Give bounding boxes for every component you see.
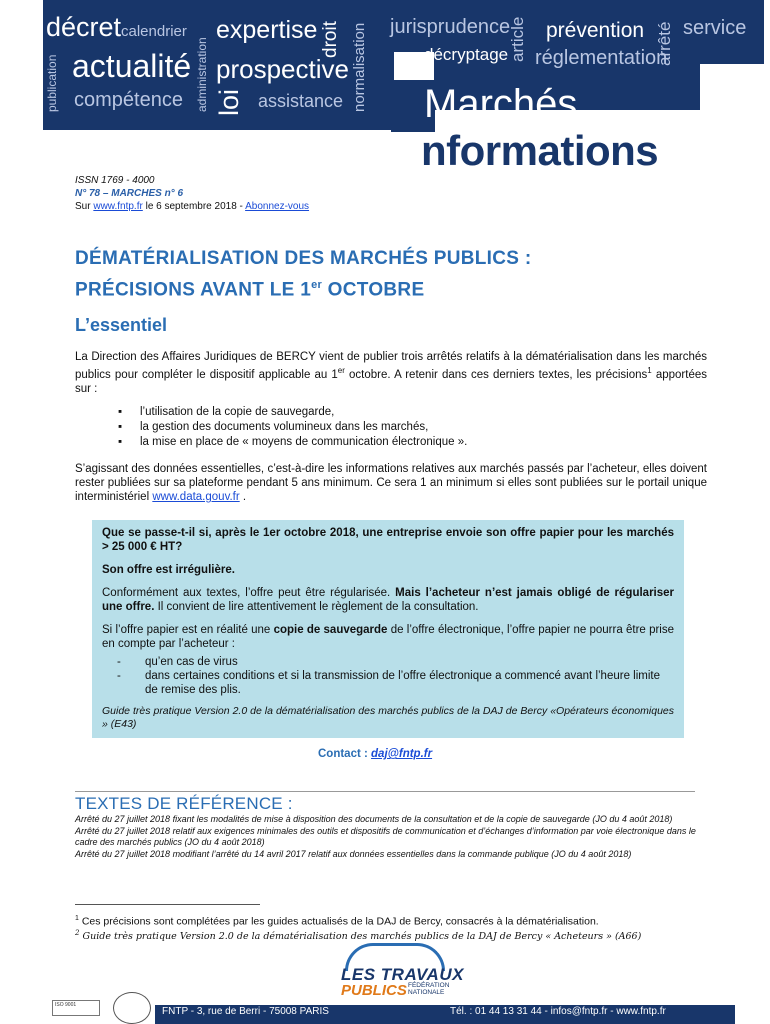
- brand-informations: nformations: [421, 127, 659, 174]
- contact-label: Contact :: [318, 748, 372, 760]
- regularisation-end: Il convient de lire attentivement le règlement de la consultation.: [154, 601, 479, 613]
- word-calendrier: calendrier: [121, 23, 187, 40]
- word-prospective: prospective: [216, 54, 349, 84]
- brand-marches: Marchés: [424, 82, 578, 126]
- donnees-end: .: [239, 491, 247, 503]
- list-item: [102, 655, 674, 669]
- references-list: [75, 814, 710, 860]
- faq-answer: Son offre est irrégulière.: [102, 564, 235, 576]
- footer-address: FNTP - 3, rue de Berri - 75008 PARIS: [162, 1006, 329, 1017]
- word-actualite: actualité: [72, 48, 192, 84]
- list-item-text: dans certaines conditions et si la transmission de l’offre électronique a commencé avant l’heure limite de remise des plis.: [145, 670, 660, 696]
- word-service: service: [683, 17, 747, 39]
- references-heading: TEXTES DE RÉFÉRENCE :: [75, 794, 293, 813]
- word-competence: compétence: [74, 89, 183, 111]
- section-heading-essentiel: L’essentiel: [75, 315, 168, 335]
- issn: ISSN 1769 - 4000: [75, 175, 155, 186]
- reference-item: Arrêté du 27 juillet 2018 modifiant l’arrêté du 14 avril 2017 relatif aux données essentielles dans la commande publique (JO du 4 août 2018): [75, 848, 632, 859]
- intro-paragraph: [75, 350, 707, 396]
- faq-paragraph-copie: [102, 623, 674, 651]
- word-prevention: prévention: [546, 19, 645, 42]
- word-jurisprudence: jurisprudence: [390, 16, 511, 38]
- footnote-text: Ces précisions sont complétées par les guides actualisés de la DAJ de Bercy, consacrés à la dématérialisation.: [78, 915, 599, 928]
- footnote-divider: [75, 904, 260, 905]
- fntp-site-link[interactable]: www.fntp.fr: [93, 201, 143, 212]
- title-line-2-text: PRÉCISIONS AVANT LE 1: [75, 279, 312, 301]
- fntp-logo-subtitle: [408, 982, 449, 996]
- list-item: ▪ la mise en place de « moyens de communication électronique ».: [120, 435, 467, 450]
- word-decret: décret: [46, 12, 122, 42]
- word-droit: droit: [320, 21, 341, 58]
- list-item-text: qu’en cas de virus: [145, 656, 238, 668]
- article-title: [75, 245, 531, 303]
- regularisation-text: Conformément aux textes, l’offre peut être régularisée.: [102, 587, 396, 599]
- faq-question: Que se passe-t-il si, après le 1er octobre 2018, une entreprise envoie son offre papier pour les marchés > 25 000 € HT?: [102, 527, 674, 553]
- subscribe-link[interactable]: Abonnez-vous: [245, 201, 310, 212]
- copie-text: Si l’offre papier est en réalité une: [102, 624, 274, 636]
- issue-number: N° 78 – MARCHES n° 6: [75, 188, 184, 199]
- word-expertise: expertise: [216, 16, 318, 44]
- issue-meta: [75, 174, 309, 213]
- donnees-text: S’agissant des données essentielles, c’est-à-dire les informations relatives aux marchés passés par l’acheteur, elles doivent rester publiées sur sa plateforme pendant 5 ans minimum. Ce sera 1 an minimum si elles sont publiées sur le portail unique interministériel: [75, 463, 707, 503]
- reference-divider: [75, 791, 695, 792]
- title-superscript: er: [311, 279, 323, 291]
- word-normalisation: normalisation: [351, 22, 368, 112]
- reference-item: Arrêté du 27 juillet 2018 relatif aux exigences minimales des outils et dispositifs de communication et d’échanges d’information par voie électronique dans le cadre des marchés publics (JO du 4 août 2018): [75, 825, 696, 847]
- contact-line: [318, 748, 432, 760]
- contact-email-link[interactable]: daj@fntp.fr: [371, 748, 433, 760]
- dash-marker: -: [117, 670, 121, 682]
- word-administration: administration: [195, 37, 209, 112]
- faq-paragraph-regularisation: [102, 586, 674, 614]
- publication-date: le 6 septembre 2018 -: [142, 201, 246, 212]
- logo-sub-1: FÉDÉRATION: [408, 982, 450, 989]
- publication-prefix: Sur: [75, 201, 94, 212]
- essentiel-bullet-list: [120, 405, 467, 450]
- footnote-text: Guide très pratique Version 2.0 de la dématérialisation des marchés publics de la DAJ de Bercy « Acheteurs » (A66): [79, 931, 642, 943]
- copie-end: de l’offre électronique, l’offre papier ne pourra être prise en compte par l’acheteur :: [102, 624, 674, 650]
- intro-text-2: octobre. A retenir dans ces derniers textes, les précisions: [344, 368, 648, 381]
- list-item: [102, 669, 674, 697]
- word-decryptage: décryptage: [424, 45, 509, 64]
- footer-contact: Tél. : 01 44 13 31 44 - infos@fntp.fr - www.fntp.fr: [450, 1006, 666, 1017]
- dash-marker: -: [117, 656, 121, 668]
- fntp-logo-line1: LES TRAVAUX: [341, 965, 464, 984]
- footnote-number: 2: [75, 929, 80, 937]
- word-arrete: arrêté: [655, 21, 674, 66]
- footnote-2: [75, 927, 715, 943]
- logo-sub-2: NATIONALE: [408, 989, 445, 996]
- iso-certification-icon: ISO 9001: [52, 1000, 100, 1016]
- title-line-2-end: OCTOBRE: [322, 279, 425, 301]
- seal-icon: [113, 992, 151, 1024]
- faq-guide-source: Guide très pratique Version 2.0 de la dématérialisation des marchés publics de la DAJ de Bercy «Opérateurs économiques » (E43): [102, 705, 674, 730]
- fntp-logo-line2: PUBLICS: [341, 982, 407, 999]
- intro-text: La Direction des Affaires Juridiques de BERCY vient de publier trois arrêtés relatifs à la dématérialisation dans les marchés publics pour compléter le dispositif applicable au 1: [75, 351, 707, 381]
- data-gouv-link[interactable]: www.data.gouv.fr: [152, 491, 240, 503]
- reference-item: Arrêté du 27 juillet 2018 fixant les modalités de mise à disposition des documents de la consultation et de la copie de sauvegarde (JO du 4 août 2018): [75, 814, 673, 824]
- list-item: ▪ l’utilisation de la copie de sauvegarde,: [120, 405, 467, 420]
- word-assistance: assistance: [258, 91, 344, 111]
- regularisation-bold: Mais l’acheteur n’est jamais obligé de régulariser une offre.: [102, 587, 675, 613]
- donnees-paragraph: [75, 462, 707, 504]
- footnote-ref-1: 1: [647, 366, 652, 375]
- faq-dash-list: [102, 655, 674, 697]
- word-loi: loi: [214, 88, 244, 116]
- publication-line: [75, 200, 309, 213]
- word-publication: publication: [45, 54, 59, 112]
- copie-bold: copie de sauvegarde: [273, 624, 388, 636]
- intro-superscript: er: [337, 366, 345, 375]
- word-reglementation: réglementation: [535, 47, 668, 69]
- list-item: ▪ la gestion des documents volumineux dans les marchés,: [120, 420, 467, 435]
- title-line-2: [75, 272, 531, 303]
- intro-text-3: apportées sur :: [75, 368, 707, 395]
- title-line-1: DÉMATÉRIALISATION DES MARCHÉS PUBLICS :: [75, 248, 532, 269]
- faq-box: [92, 520, 684, 738]
- footnote-number: 1: [75, 915, 79, 922]
- word-article: article: [508, 16, 527, 62]
